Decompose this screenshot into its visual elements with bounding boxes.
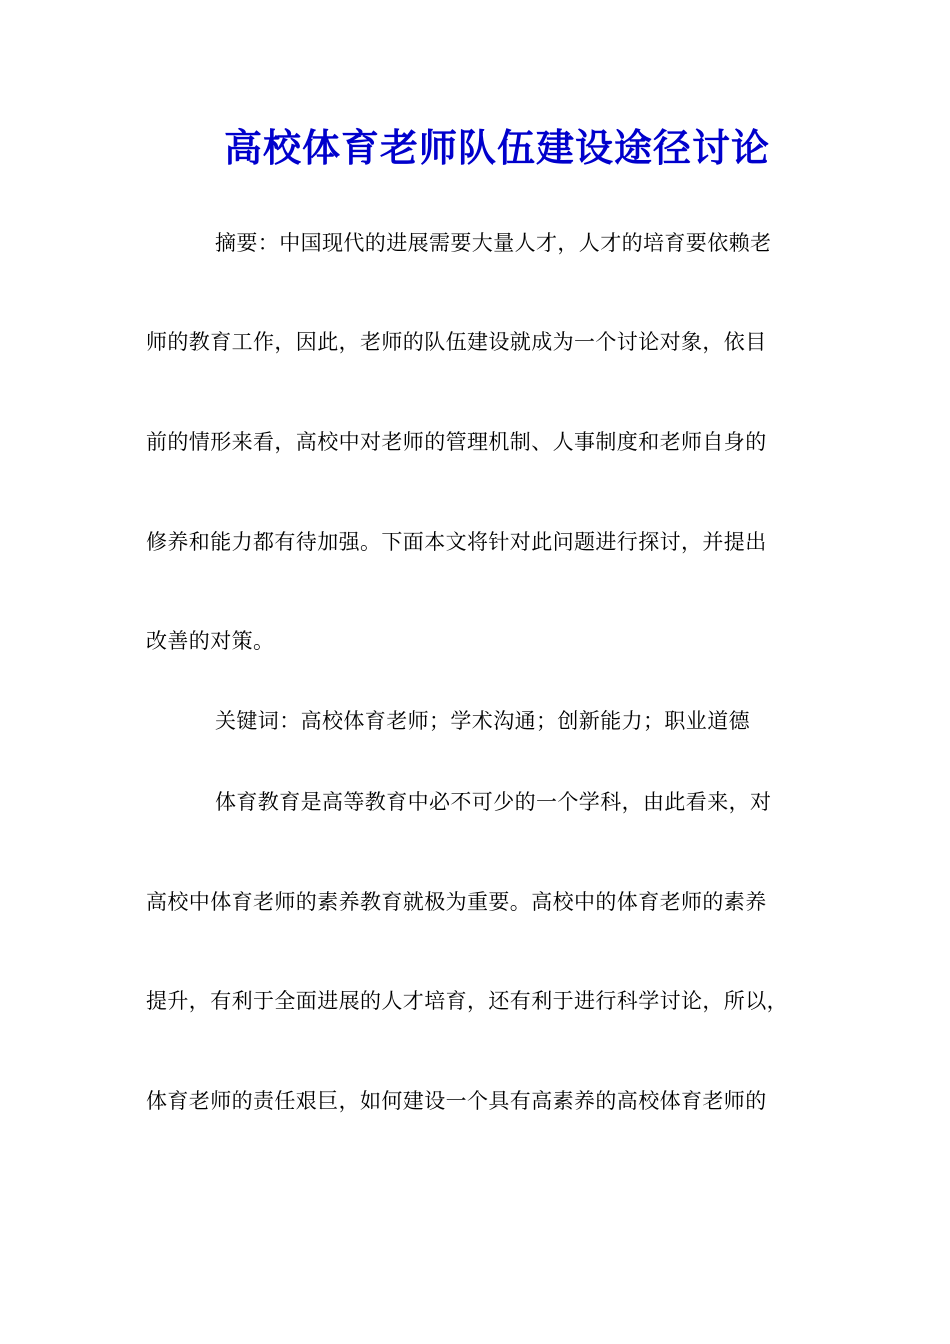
keywords-line: 关键词：高校体育老师；学术沟通；创新能力；职业道德 bbox=[215, 709, 750, 733]
body-line-2: 高校中体育老师的素养教育就极为重要。高校中的体育老师的素养 bbox=[146, 890, 767, 914]
abstract-line-5: 改善的对策。 bbox=[146, 629, 275, 653]
abstract-line-4: 修养和能力都有待加强。下面本文将针对此问题进行探讨，并提出 bbox=[146, 530, 767, 554]
abstract-line-3: 前的情形来看，高校中对老师的管理机制、人事制度和老师自身的 bbox=[146, 430, 767, 454]
body-line-1: 体育教育是高等教育中必不可少的一个学科，由此看来，对 bbox=[215, 790, 772, 814]
document-title: 高校体育老师队伍建设途径讨论 bbox=[223, 125, 770, 170]
body-line-4: 体育老师的责任艰巨，如何建设一个具有高素养的高校体育老师的 bbox=[146, 1089, 767, 1113]
abstract-line-2: 师的教育工作，因此，老师的队伍建设就成为一个讨论对象，依目 bbox=[146, 330, 767, 354]
body-line-3: 提升，有利于全面进展的人才培育，还有利于进行科学讨论，所以， bbox=[146, 989, 788, 1013]
abstract-line-1: 摘要：中国现代的进展需要大量人才，人才的培育要依赖老 bbox=[215, 231, 772, 255]
